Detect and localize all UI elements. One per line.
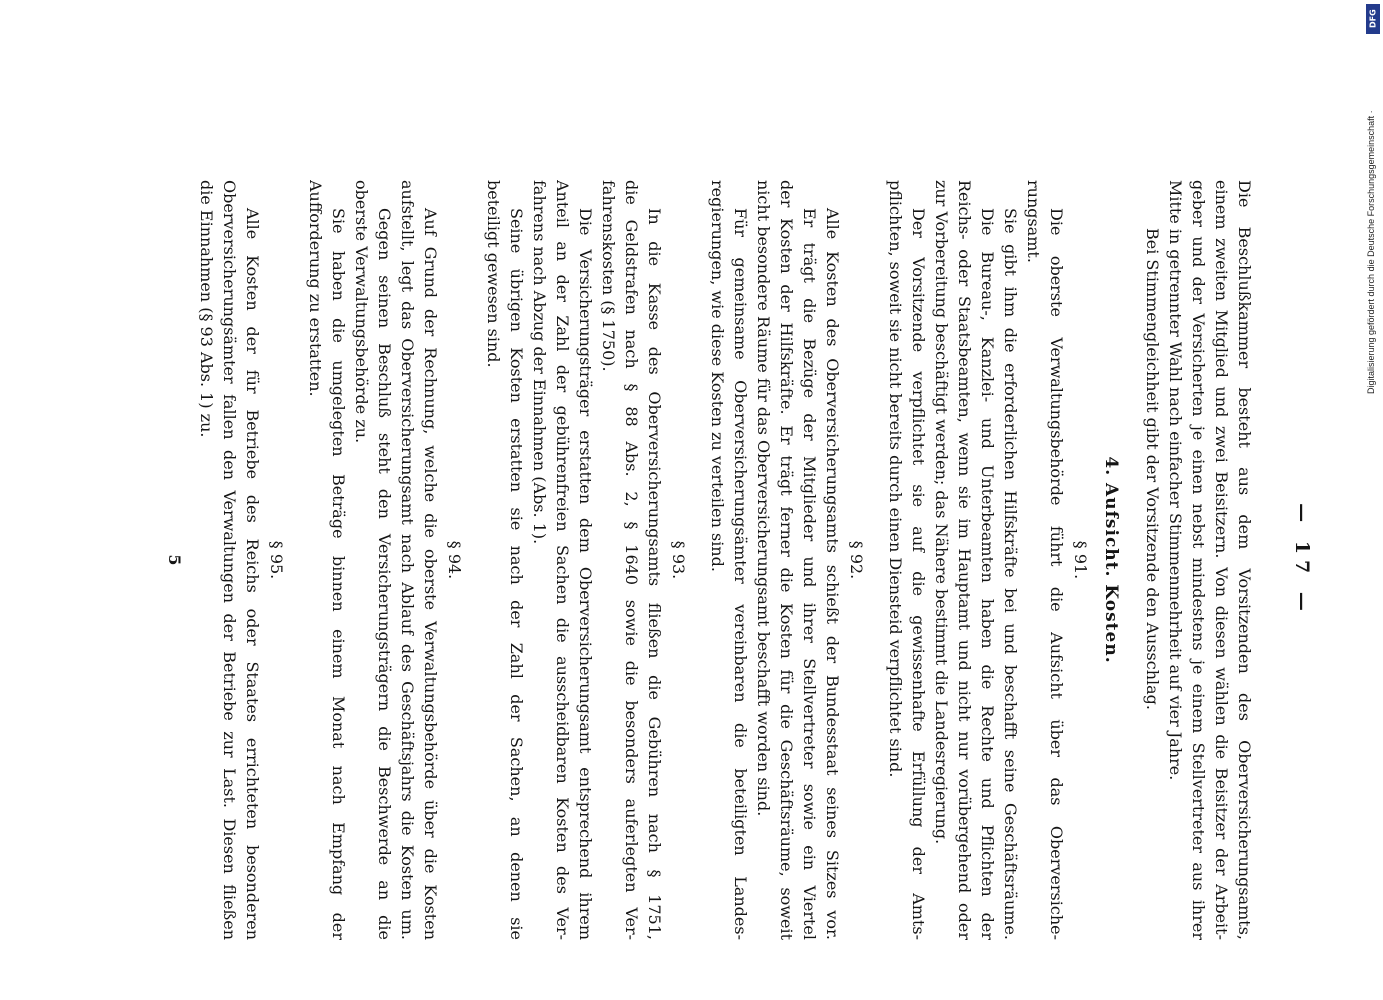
text-line: die Einnahmen (§ 93 Abs. 1) zu. (197, 180, 216, 438)
text-line: rungsamt. (1024, 180, 1043, 263)
text-line: Oberversicherungsämter fallen den Verwaltungen der Betriebe zur Last. Diesen fließen (220, 180, 239, 940)
text-line: Er trägt die Bezüge der Mitglieder und ihrer Stellvertreter sowie ein Viertel (800, 208, 819, 940)
digitization-credit (1366, 4, 1380, 396)
text-line: Alle Kosten des Oberversicherungsamts schießt der Bundesstaat seines Sitzes vor. (823, 208, 842, 940)
text-line: Anteil an der Zahl der gebührenfreien Sachen die ausscheidbaren Kosten des Ver- (553, 180, 572, 940)
text-line: Die oberste Verwaltungsbehörde führt die Aufsicht über das Oberversiche- (1047, 208, 1066, 940)
text-line: nicht besondere Räume für das Oberversicherungsamt beschafft worden sind. (754, 180, 773, 817)
text-line: zur Vorbereitung beschäftigt werden; das Nähere bestimmt die Landesregierung. (932, 180, 951, 845)
page-number: — 17 — (1291, 503, 1313, 617)
text-line: Sie gibt ihm die erforderlichen Hilfskräfte bei und beschafft seine Geschäftsräume. (1001, 208, 1020, 940)
text-line: Reichs- oder Staatsbeamten, wenn sie im Hauptamt und nicht nur vorübergehend oder (955, 180, 974, 940)
rotated-document-page (125, 180, 1313, 940)
signature-mark: 5 (165, 554, 184, 566)
text-line: fahrenskosten (§ 1750). (599, 180, 618, 372)
text-line: Alle Kosten der für Betriebe des Reichs oder Staates errichteten besonderen (243, 208, 262, 940)
text-line: regierungen, wie diese Kosten zu verteilen sind. (708, 180, 727, 572)
text-line: Der Vorsitzende verpflichtet sie auf die gewissenhafte Erfüllung der Amts- (909, 208, 928, 940)
text-line: Die Versicherungsträger erstatten dem Oberversicherungsamt entsprechend ihrem (576, 208, 595, 940)
paragraph-number: § 95. (267, 540, 286, 580)
paragraph-number: § 91. (1071, 540, 1090, 580)
text-line: Mitte in getrennter Wahl nach einfacher Stimmenmehrheit auf vier Jahre. (1166, 180, 1185, 781)
text-line: Sie haben die umgelegten Beträge binnen einem Monat nach Empfang der (329, 208, 348, 940)
text-line: Aufforderung zu erstatten. (306, 180, 325, 397)
dfg-logo: DFG (1366, 4, 1380, 34)
text-line: In die Kasse des Oberversicherungsamts fließen die Gebühren nach § 1751, (645, 208, 664, 940)
text-line: oberste Verwaltungsbehörde zu. (352, 180, 371, 444)
section-heading: 4. Aufsicht. Kosten. (1101, 456, 1121, 664)
text-line: Die Beschlußkammer besteht aus dem Vorsitzenden des Oberversicherungsamts, (1235, 180, 1254, 940)
text-line: der Kosten der Hilfskräfte. Er trägt ferner die Kosten für die Geschäftsräume, soweit (777, 180, 796, 940)
text-line: einem zweiten Mitglied und zwei Beisitzern. Von diesen wählen die Beisitzer der Arbeit- (1212, 180, 1231, 940)
text-line: beteiligt gewesen sind. (484, 180, 503, 368)
text-line: pflichten, soweit sie nicht bereits durch einen Diensteid verpflichtet sind. (886, 180, 905, 778)
text-line: Gegen seinen Beschluß steht den Versicherungsträgern die Beschwerde an die (375, 208, 394, 940)
text-line: Auf Grund der Rechnung, welche die oberste Verwaltungsbehörde über die Kosten (421, 208, 440, 940)
digitization-credit-text: Digitalisierung gefördert durch die Deutsche Forschungsgemeinschaft · (1366, 110, 1376, 394)
text-line: aufstellt, legt das Oberversicherungsamt nach Ablauf des Geschäftsjahrs die Kosten um. (398, 180, 417, 940)
text-line: Bei Stimmengleichheit gibt der Vorsitzende den Ausschlag. (1143, 228, 1162, 710)
text-line: die Geldstrafen nach § 88 Abs. 2, § 1640 sowie die besonders auferlegten Ver- (622, 180, 641, 940)
text-line: geber und der Versicherten je einen nebst mindestens je einem Stellvertreter aus ihrer (1189, 180, 1208, 940)
text-line: fahrens nach Abzug der Einnahmen (Abs. 1). (530, 180, 549, 545)
text-line: Seine übrigen Kosten erstatten sie nach der Zahl der Sachen, an denen sie (507, 208, 526, 940)
paragraph-number: § 93. (669, 540, 688, 580)
text-line: Für gemeinsame Oberversicherungsämter vereinbaren die beteiligten Landes- (731, 208, 750, 940)
paragraph-number: § 94. (445, 540, 464, 580)
paragraph-number: § 92. (847, 540, 866, 580)
text-line: Die Bureau-, Kanzlei- und Unterbeamten haben die Rechte und Pflichten der (978, 208, 997, 940)
